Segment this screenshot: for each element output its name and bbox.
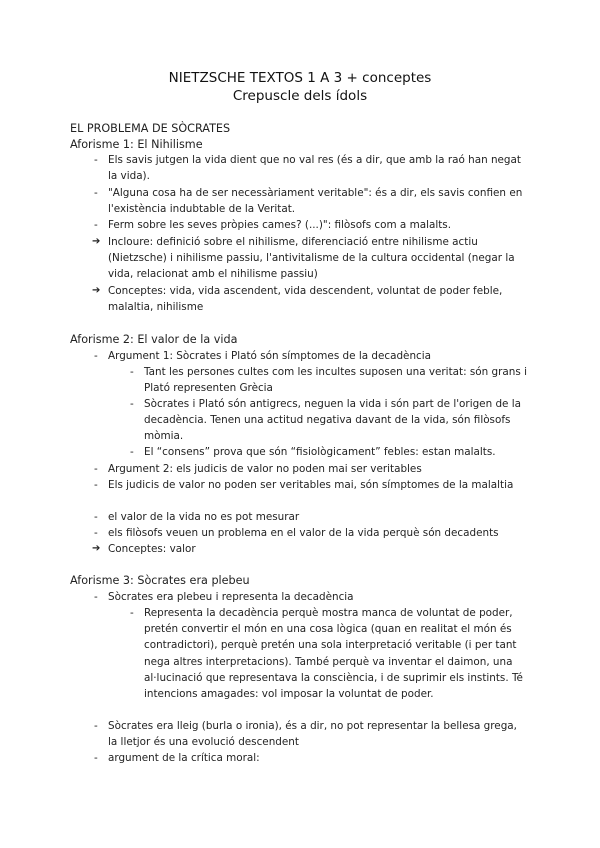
document-subtitle: Crepuscle dels ídols xyxy=(232,88,368,104)
list-item: - Tant les persones cultes com les incultes suposen una veritat: són grans i Plató representen Grècia xyxy=(130,366,527,395)
aforisme1-title: Aforisme 1: El Nihilisme xyxy=(70,138,203,151)
list-item: ➔ Incloure: definició sobre el nihilisme, diferenciació entre nihilisme actiu (Nietzsche) i nihilisme passiu, l'antivitalisme de la cultura occidental (negar la vida, relacionat amb el nihilisme passiu) xyxy=(92,236,515,281)
list-item: - Sòcrates i Plató són antigrecs, neguen la vida i són part de l'origen de la decadència. Tenen una actitud negativa davant de la vida, són filòsofs mòmia. xyxy=(130,398,522,443)
list-item: - Sòcrates era plebeu i representa la decadència xyxy=(94,591,354,603)
aforisme2-title: Aforisme 2: El valor de la vida xyxy=(70,333,238,346)
aforisme3-title: Aforisme 3: Sòcrates era plebeu xyxy=(70,574,250,587)
list-item: ➔ Conceptes: valor xyxy=(92,543,196,555)
list-item: - els filòsofs veuen un problema en el valor de la vida perquè són decadents xyxy=(94,527,499,539)
section-heading: EL PROBLEMA DE SÒCRATES xyxy=(70,122,231,135)
list-item: - Argument 2: els judicis de valor no poden mai ser veritables xyxy=(94,463,422,475)
list-item: ➔ Conceptes: vida, vida ascendent, vida descendent, voluntat de poder feble, malaltia, nihilisme xyxy=(92,285,503,314)
list-item: - Els savis jutgen la vida dient que no val res (és a dir, que amb la raó han negat la vida). xyxy=(94,154,521,183)
list-item: - argument de la crítica moral: xyxy=(94,752,260,764)
list-item: - Argument 1: Sòcrates i Plató són símptomes de la decadència xyxy=(94,350,431,362)
list-item: - Sòcrates era lleig (burla o ironia), és a dir, no pot representar la bellesa grega, la lletjor és una evolució descendent xyxy=(94,720,517,749)
list-item: - el valor de la vida no es pot mesurar xyxy=(94,511,300,523)
list-item: - Els judicis de valor no poden ser veritables mai, són símptomes de la malaltia xyxy=(94,479,514,491)
document-title: NIETZSCHE TEXTOS 1 A 3 + conceptes xyxy=(168,70,432,86)
list-item: - Representa la decadència perquè mostra manca de voluntat de poder, pretén convertir el món en una cosa lògica (quan en realitat el món és contradictori), perquè pretén una sola interpretació veritable (i per tant nega altres interpretacions). També perquè va inventar el daimon, una al·lucinació que representava la consciència, i de suprimir els instints. Té intencions amagades: vol imposar la voluntat de poder. xyxy=(130,607,523,701)
list-item: - Ferm sobre les seves pròpies cames? (...)": filòsofs com a malalts. xyxy=(94,219,452,231)
list-item: - El “consens” prova que són “fisiològicament” febles: estan malalts. xyxy=(130,446,496,458)
list-item: - "Alguna cosa ha de ser necessàriament veritable": és a dir, els savis confien en l'existència indubtable de la Veritat. xyxy=(94,187,523,216)
